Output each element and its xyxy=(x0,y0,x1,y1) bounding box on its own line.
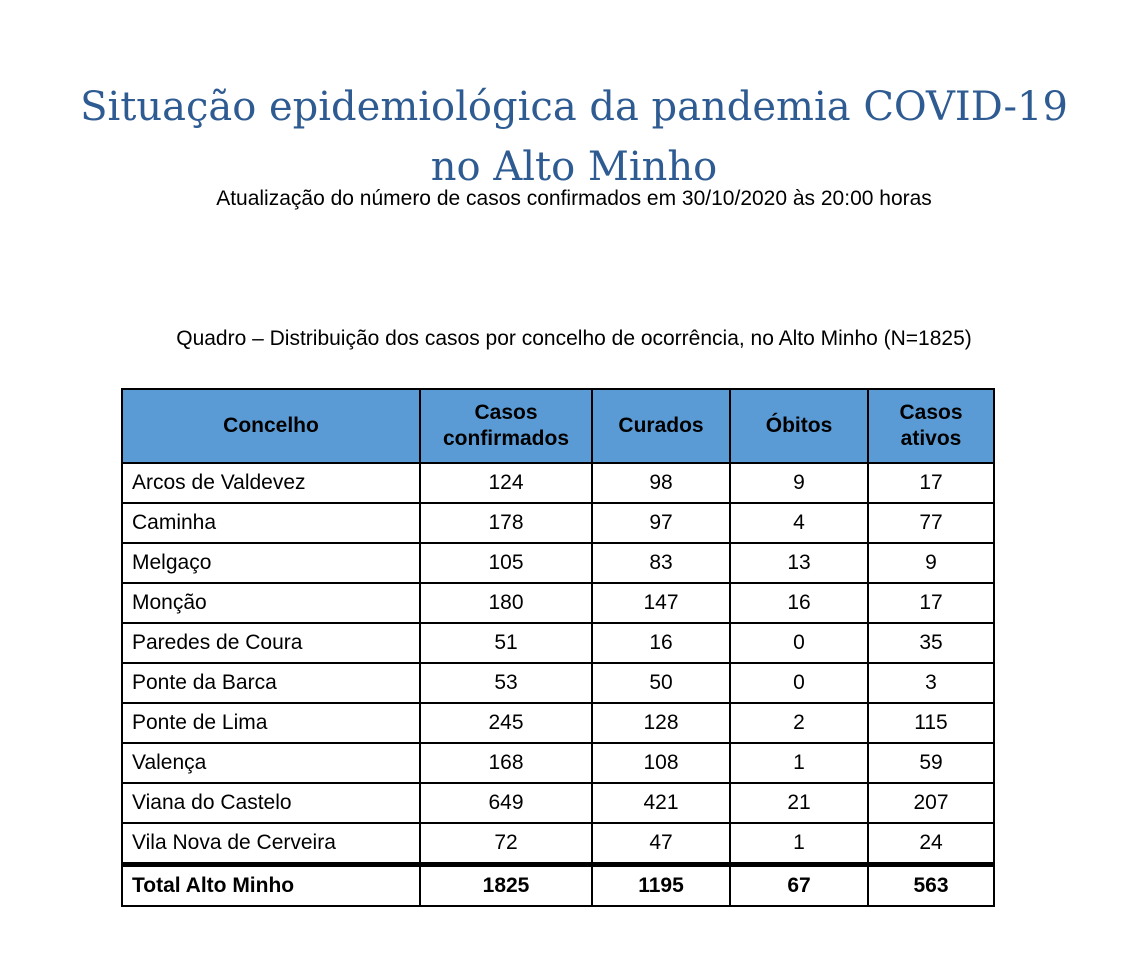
cell-confirmados: 245 xyxy=(420,703,592,743)
cell-obitos: 1 xyxy=(730,743,868,783)
cell-ativos: 115 xyxy=(868,703,994,743)
header-concelho: Concelho xyxy=(122,389,420,463)
cell-obitos: 16 xyxy=(730,583,868,623)
table-row xyxy=(122,583,994,623)
total-obitos: 67 xyxy=(730,865,868,907)
header-casos-confirmados-line-2: confirmados xyxy=(442,427,570,450)
cell-confirmados: 180 xyxy=(420,583,592,623)
cell-ativos: 3 xyxy=(868,663,994,703)
cell-ativos: 35 xyxy=(868,623,994,663)
cell-curados: 108 xyxy=(592,743,730,783)
cell-ativos: 9 xyxy=(868,543,994,583)
cell-obitos: 21 xyxy=(730,783,868,823)
header-casos-ativos-line-2: ativos xyxy=(900,427,962,450)
update-timestamp: Atualização do número de casos confirmados em 30/10/2020 às 20:00 horas xyxy=(216,187,932,210)
cell-confirmados: 649 xyxy=(420,783,592,823)
cell-obitos: 2 xyxy=(730,703,868,743)
cell-confirmados: 178 xyxy=(420,503,592,543)
header-casos-confirmados xyxy=(420,389,592,463)
page-title-line-2: no Alto Minho xyxy=(430,143,718,190)
cell-curados: 147 xyxy=(592,583,730,623)
cell-concelho: Ponte de Lima xyxy=(122,703,420,743)
header-casos-ativos-line-1: Casos xyxy=(899,401,963,424)
cell-curados: 97 xyxy=(592,503,730,543)
table-row xyxy=(122,463,994,503)
cell-concelho: Melgaço xyxy=(122,543,420,583)
cell-confirmados: 72 xyxy=(420,823,592,865)
cell-concelho: Monção xyxy=(122,583,420,623)
table-total-row xyxy=(122,865,994,907)
cell-ativos: 207 xyxy=(868,783,994,823)
cell-confirmados: 105 xyxy=(420,543,592,583)
table-row xyxy=(122,743,994,783)
table-row xyxy=(122,623,994,663)
table-row xyxy=(122,503,994,543)
cell-curados: 83 xyxy=(592,543,730,583)
cell-concelho: Vila Nova de Cerveira xyxy=(122,823,420,865)
cell-confirmados: 51 xyxy=(420,623,592,663)
table-row xyxy=(122,703,994,743)
total-label: Total Alto Minho xyxy=(122,865,420,907)
cell-concelho: Valença xyxy=(122,743,420,783)
cell-confirmados: 124 xyxy=(420,463,592,503)
cell-obitos: 0 xyxy=(730,623,868,663)
cell-curados: 128 xyxy=(592,703,730,743)
cell-concelho: Ponte da Barca xyxy=(122,663,420,703)
cell-concelho: Caminha xyxy=(122,503,420,543)
cell-obitos: 1 xyxy=(730,823,868,865)
cell-curados: 50 xyxy=(592,663,730,703)
cell-curados: 47 xyxy=(592,823,730,865)
page-title-line-1: Situação epidemiológica da pandemia COVID-19 xyxy=(80,83,1068,130)
header-casos-confirmados-line-1: Casos xyxy=(474,401,538,424)
cell-obitos: 4 xyxy=(730,503,868,543)
cell-ativos: 17 xyxy=(868,463,994,503)
cell-concelho: Viana do Castelo xyxy=(122,783,420,823)
table-row xyxy=(122,823,994,865)
cell-obitos: 9 xyxy=(730,463,868,503)
cases-table xyxy=(121,388,995,907)
total-curados: 1195 xyxy=(592,865,730,907)
header-curados: Curados xyxy=(592,389,730,463)
cell-confirmados: 53 xyxy=(420,663,592,703)
total-ativos: 563 xyxy=(868,865,994,907)
cell-ativos: 59 xyxy=(868,743,994,783)
cell-curados: 421 xyxy=(592,783,730,823)
cell-concelho: Arcos de Valdevez xyxy=(122,463,420,503)
cell-curados: 98 xyxy=(592,463,730,503)
table-row xyxy=(122,543,994,583)
cell-ativos: 77 xyxy=(868,503,994,543)
table-caption: Quadro – Distribuição dos casos por concelho de ocorrência, no Alto Minho (N=1825) xyxy=(176,327,972,350)
header-casos-ativos xyxy=(868,389,994,463)
table-row xyxy=(122,663,994,703)
cell-curados: 16 xyxy=(592,623,730,663)
page-title xyxy=(0,77,1148,197)
cell-ativos: 17 xyxy=(868,583,994,623)
cell-obitos: 0 xyxy=(730,663,868,703)
cell-confirmados: 168 xyxy=(420,743,592,783)
header-obitos: Óbitos xyxy=(730,389,868,463)
cell-concelho: Paredes de Coura xyxy=(122,623,420,663)
table-header-row xyxy=(122,389,994,463)
total-confirmados: 1825 xyxy=(420,865,592,907)
cell-ativos: 24 xyxy=(868,823,994,865)
cell-obitos: 13 xyxy=(730,543,868,583)
table-row xyxy=(122,783,994,823)
